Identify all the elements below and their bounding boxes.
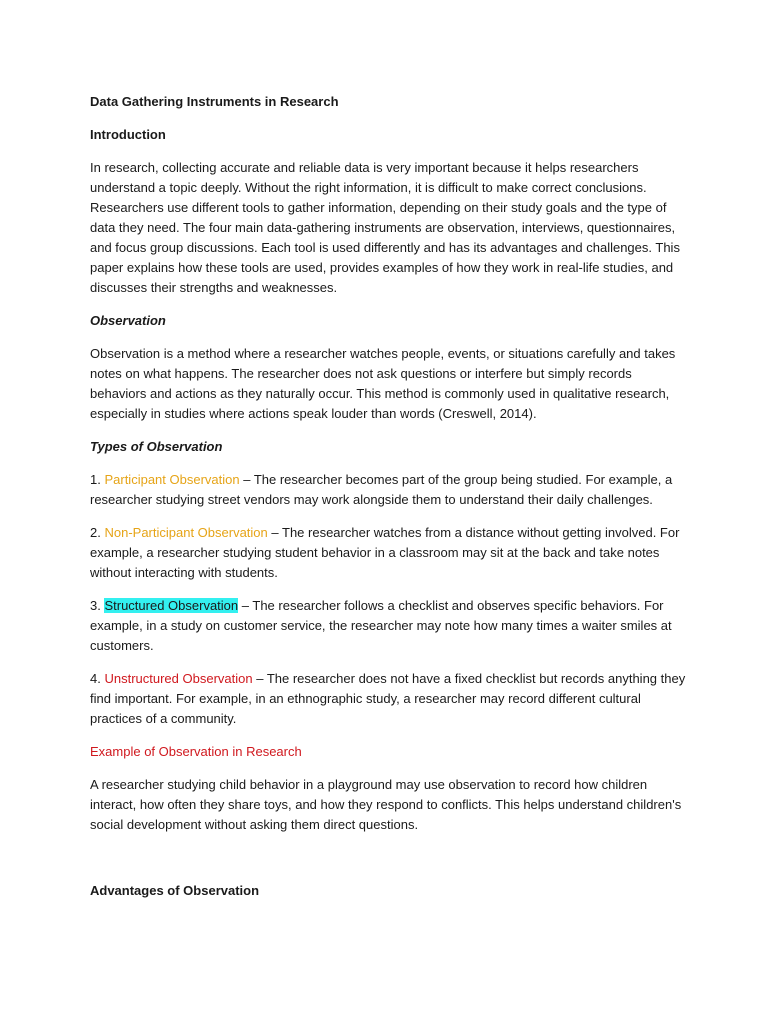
observation-heading: Observation [90, 313, 166, 328]
type-number: 2. [90, 525, 101, 540]
type-number: 1. [90, 472, 101, 487]
type-term-non-participant: Non-Participant Observation [104, 525, 268, 540]
type-term-structured: Structured Observation [104, 598, 239, 613]
type-item-unstructured [90, 669, 686, 729]
type-number: 3. [90, 598, 101, 613]
example-paragraph: A researcher studying child behavior in a playground may use observation to record how children interact, how often they share toys, and how they respond to conflicts. This helps understand children's social development without asking them direct questions. [90, 777, 682, 832]
observation-paragraph: Observation is a method where a researcher watches people, events, or situations carefully and takes notes on what happens. The researcher does not ask questions or interfere but simply records behaviors and actions as they naturally occur. This method is commonly used in qualitative research, especially in studies where actions speak louder than words (Creswell, 2014). [90, 346, 676, 421]
type-term-participant: Participant Observation [104, 472, 240, 487]
types-of-observation-heading: Types of Observation [90, 439, 223, 454]
document-title: Data Gathering Instruments in Research [90, 94, 339, 109]
introduction-heading: Introduction [90, 127, 166, 142]
blank-space [90, 848, 686, 881]
example-heading: Example of Observation in Research [90, 744, 302, 759]
type-number: 4. [90, 671, 101, 686]
advantages-heading: Advantages of Observation [90, 883, 260, 898]
introduction-paragraph: In research, collecting accurate and reliable data is very important because it helps researchers understand a topic deeply. Without the right information, it is difficult to make correct conclusions. Researchers use different tools to gather information, depending on their study goals and the type of data they need. The four main data-gathering instruments are observation, interviews, questionnaires, and focus group discussions. Each tool is used differently and has its advantages and challenges. This paper explains how these tools are used, provides examples of how they work in real-life studies, and discusses their strengths and weaknesses. [90, 160, 680, 295]
type-item-participant [90, 470, 686, 510]
type-item-non-participant [90, 523, 686, 583]
type-term-unstructured: Unstructured Observation [104, 671, 253, 686]
type-description: – The researcher watches from a distance without getting involved. For example, a researcher studying student behavior in a classroom may sit at the back and take notes without interacting with students. [90, 525, 680, 580]
document-page [90, 92, 686, 914]
type-description: – The researcher becomes part of the group being studied. For example, a researcher studying street vendors may work alongside them to understand their daily challenges. [90, 472, 673, 507]
type-item-structured [90, 596, 686, 656]
type-description: – The researcher does not have a fixed checklist but records anything they find important. For example, in an ethnographic study, a researcher may record different cultural practices of a community. [90, 671, 686, 726]
type-description: – The researcher follows a checklist and observes specific behaviors. For example, in a study on customer service, the researcher may note how many times a waiter smiles at customers. [90, 598, 672, 653]
